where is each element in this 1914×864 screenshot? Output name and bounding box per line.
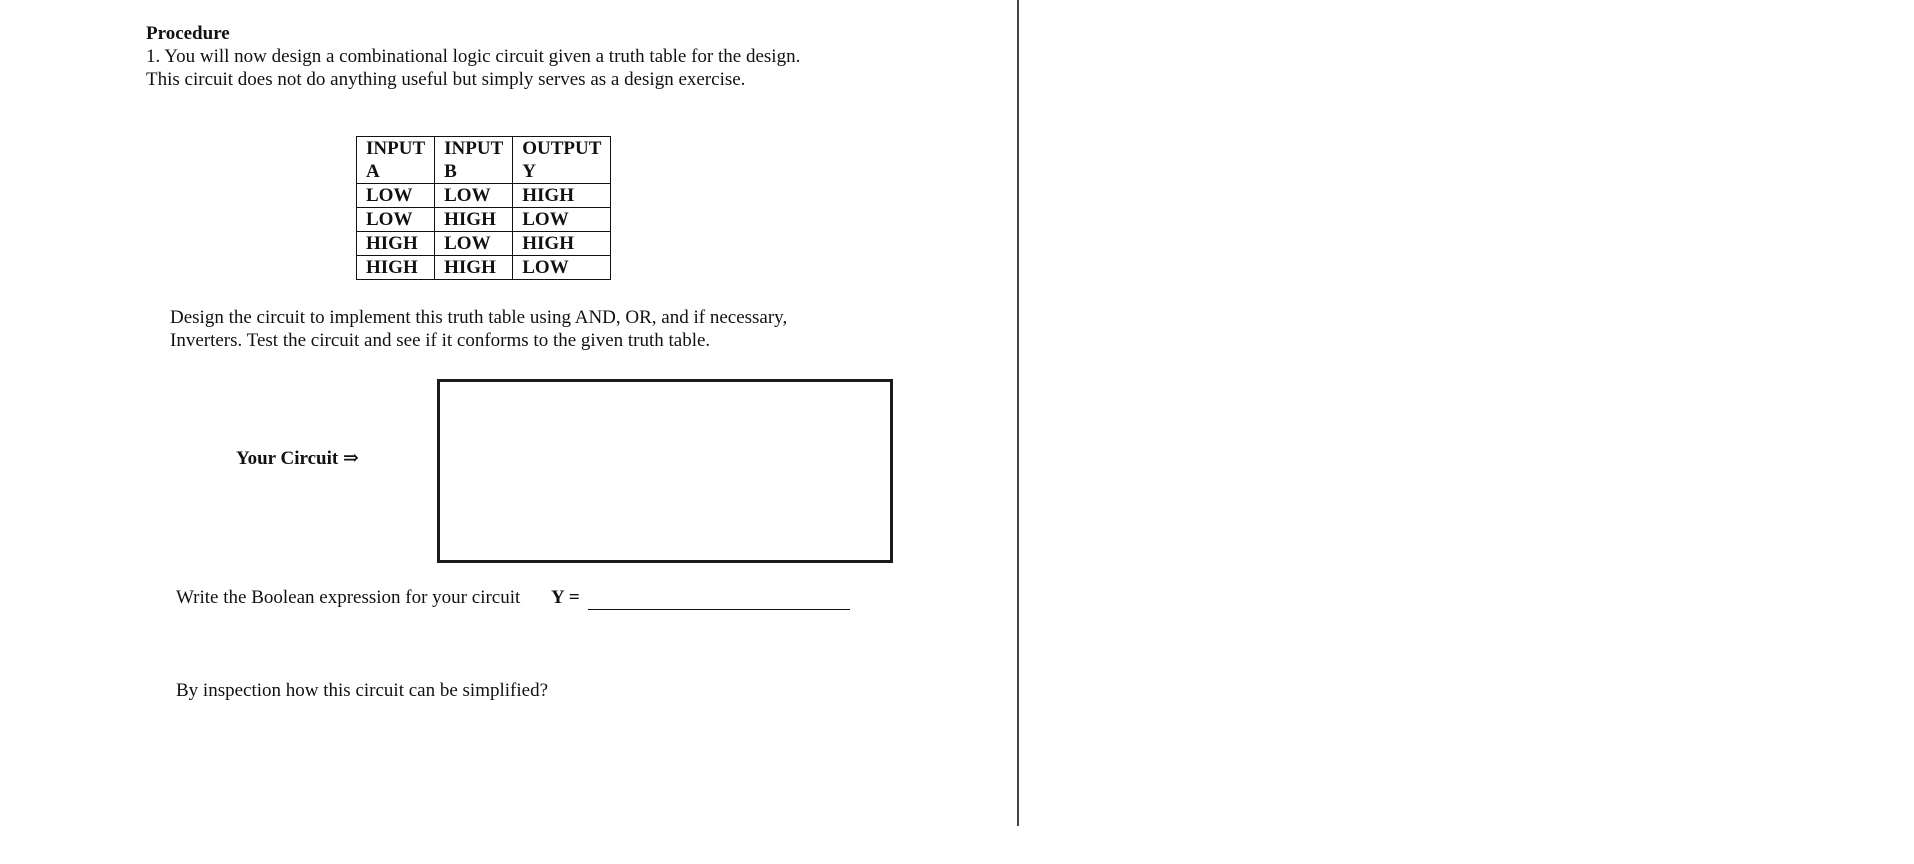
- circuit-drawing-box[interactable]: [437, 379, 893, 563]
- header-input-b-line1: INPUT: [444, 138, 504, 159]
- boolean-expression-prompt: Write the Boolean expression for your circuit: [176, 587, 521, 608]
- header-output-y-line2: Y: [522, 161, 536, 182]
- header-input-a-line1: INPUT: [366, 138, 426, 159]
- intro-line-2: This circuit does not do anything useful but simply serves as a design exercise.: [146, 69, 746, 90]
- table-row: [357, 256, 611, 280]
- header-output-y: [513, 137, 611, 184]
- simplify-question: By inspection how this circuit can be simplified?: [176, 680, 549, 701]
- table-cell: LOW: [357, 184, 435, 208]
- header-input-b-line2: B: [444, 161, 457, 182]
- truth-table-header-row: [357, 137, 611, 184]
- boolean-expression-row: [176, 586, 850, 610]
- truth-table: [356, 136, 611, 280]
- table-cell: LOW: [513, 256, 611, 280]
- your-circuit-label: Your Circuit ⇒: [236, 448, 359, 469]
- y-equals-label: Y =: [551, 587, 580, 608]
- design-line-1: Design the circuit to implement this truth table using AND, OR, and if necessary,: [170, 307, 788, 328]
- table-cell: HIGH: [435, 256, 513, 280]
- header-input-b: [435, 137, 513, 184]
- design-line-2: Inverters. Test the circuit and see if it conforms to the given truth table.: [170, 330, 711, 351]
- table-cell: HIGH: [357, 256, 435, 280]
- procedure-intro: [146, 45, 906, 91]
- table-cell: HIGH: [513, 184, 611, 208]
- table-cell: HIGH: [357, 232, 435, 256]
- design-instructions: [170, 306, 930, 352]
- table-cell: HIGH: [513, 232, 611, 256]
- table-cell: LOW: [435, 184, 513, 208]
- procedure-heading: Procedure: [146, 23, 230, 44]
- table-row: [357, 184, 611, 208]
- page-divider: [1017, 0, 1019, 826]
- header-input-a: [357, 137, 435, 184]
- table-row: [357, 208, 611, 232]
- table-cell: LOW: [435, 232, 513, 256]
- header-output-y-line1: OUTPUT: [522, 138, 602, 159]
- table-cell: LOW: [357, 208, 435, 232]
- intro-line-1: 1. You will now design a combinational logic circuit given a truth table for the design.: [146, 46, 801, 67]
- table-row: [357, 232, 611, 256]
- table-cell: LOW: [513, 208, 611, 232]
- header-input-a-line2: A: [366, 161, 380, 182]
- boolean-answer-blank[interactable]: [588, 589, 850, 610]
- table-cell: HIGH: [435, 208, 513, 232]
